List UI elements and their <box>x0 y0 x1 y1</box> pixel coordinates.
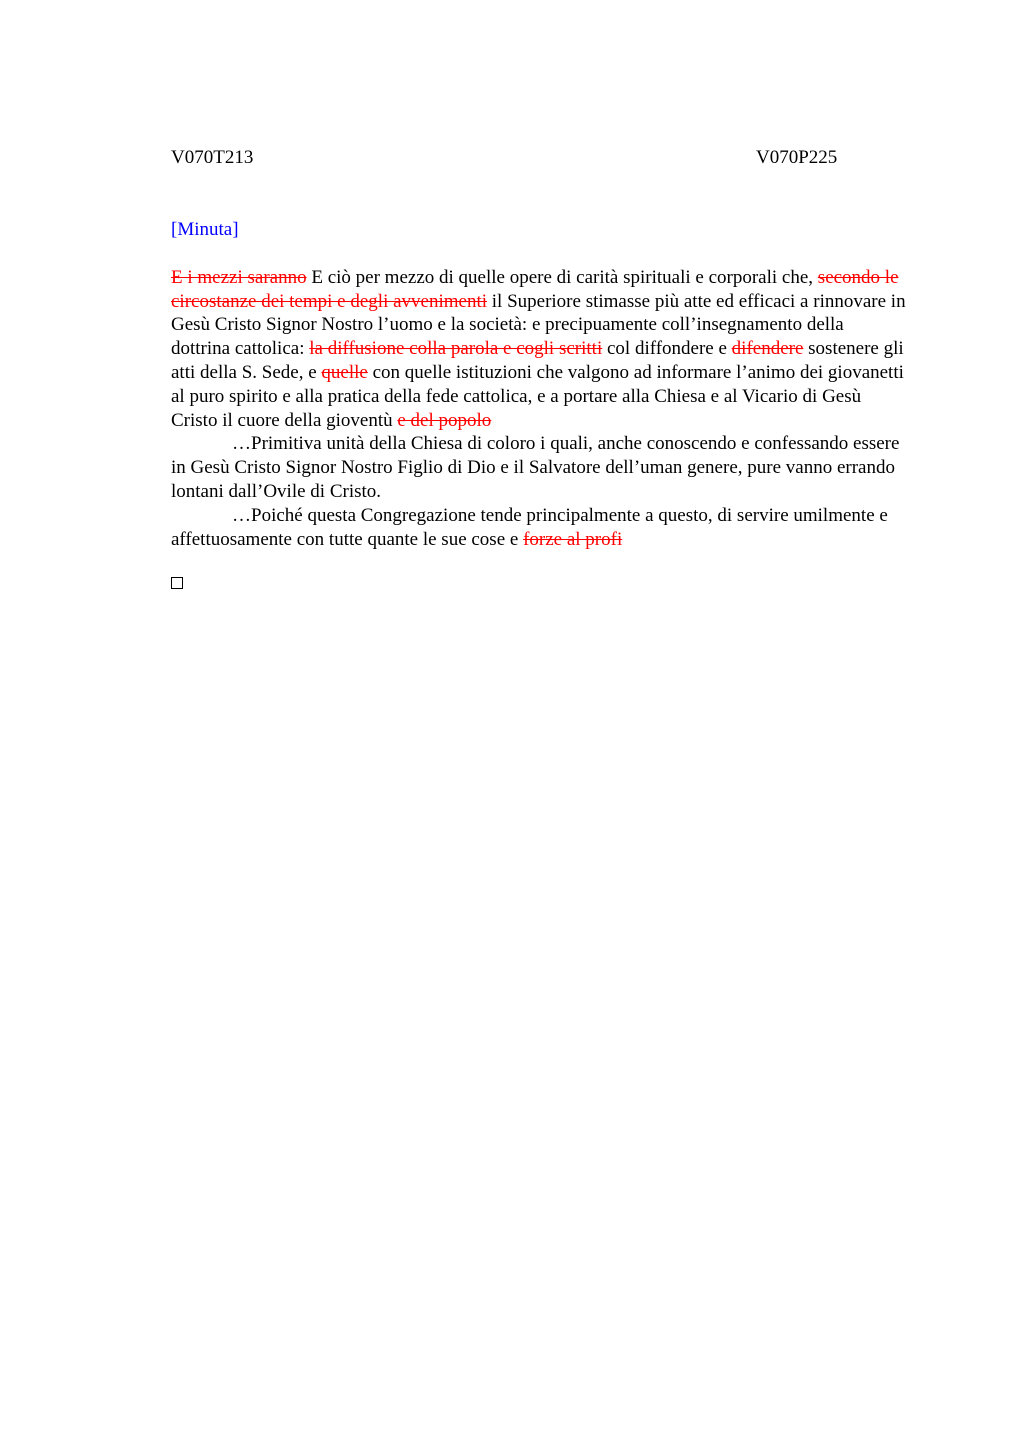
volume-page-code: V070P225 <box>756 147 838 168</box>
body-text: col diffondere e <box>602 338 732 360</box>
deleted-text: difendere <box>731 338 804 360</box>
body-text: E ciò per mezzo di quelle opere di carità spirituali e corporali che, <box>306 266 818 288</box>
volume-text-code: V070T213 <box>171 147 254 168</box>
deleted-text: forze al profi <box>523 528 623 550</box>
body-text: il Superiore stimasse più atte ed efficaci a rinnovare in Gesù Cristo Signor Nostro l’uomo e la società: e precipuamente coll’insegnamento della dottrina cattolica: <box>171 290 906 360</box>
body-text: con quelle istituzioni che valgono ad informare l’animo dei giovanetti al puro spirito e alla pratica della fede cattolica, e a portare alla Chiesa e al Vicario di Gesù Cristo il cuore della gioventù <box>171 361 904 431</box>
paragraph-1 <box>171 266 906 433</box>
document-header <box>171 146 906 170</box>
body-text: sostenere gli atti della S. Sede, e <box>171 338 904 383</box>
document-page <box>171 146 906 589</box>
deleted-text: quelle <box>321 361 368 383</box>
deleted-text: la diffusione colla parola e cogli scritti <box>309 338 603 360</box>
body-text: …Poiché questa Congregazione tende principalmente a questo, di servire umilmente e affettuosamente con tutte quante le sue cose e <box>171 504 888 550</box>
minuta-label: [Minuta] <box>171 219 239 240</box>
paragraph-2 <box>171 432 906 503</box>
square-outline-icon <box>171 577 183 589</box>
deleted-text: E i mezzi saranno <box>171 266 307 288</box>
deleted-text: secondo le circostanze dei tempi e degli avvenimenti <box>171 266 899 312</box>
deleted-text: e del popolo <box>397 409 492 431</box>
body-text: …Primitiva unità della Chiesa di coloro i quali, anche conoscendo e confessando essere in Gesù Cristo Signor Nostro Figlio di Dio e il Salvatore dell’uman genere, pure vanno errando lontani dall’Ovile di Cristo. <box>171 433 900 502</box>
paragraph-3 <box>171 504 906 552</box>
